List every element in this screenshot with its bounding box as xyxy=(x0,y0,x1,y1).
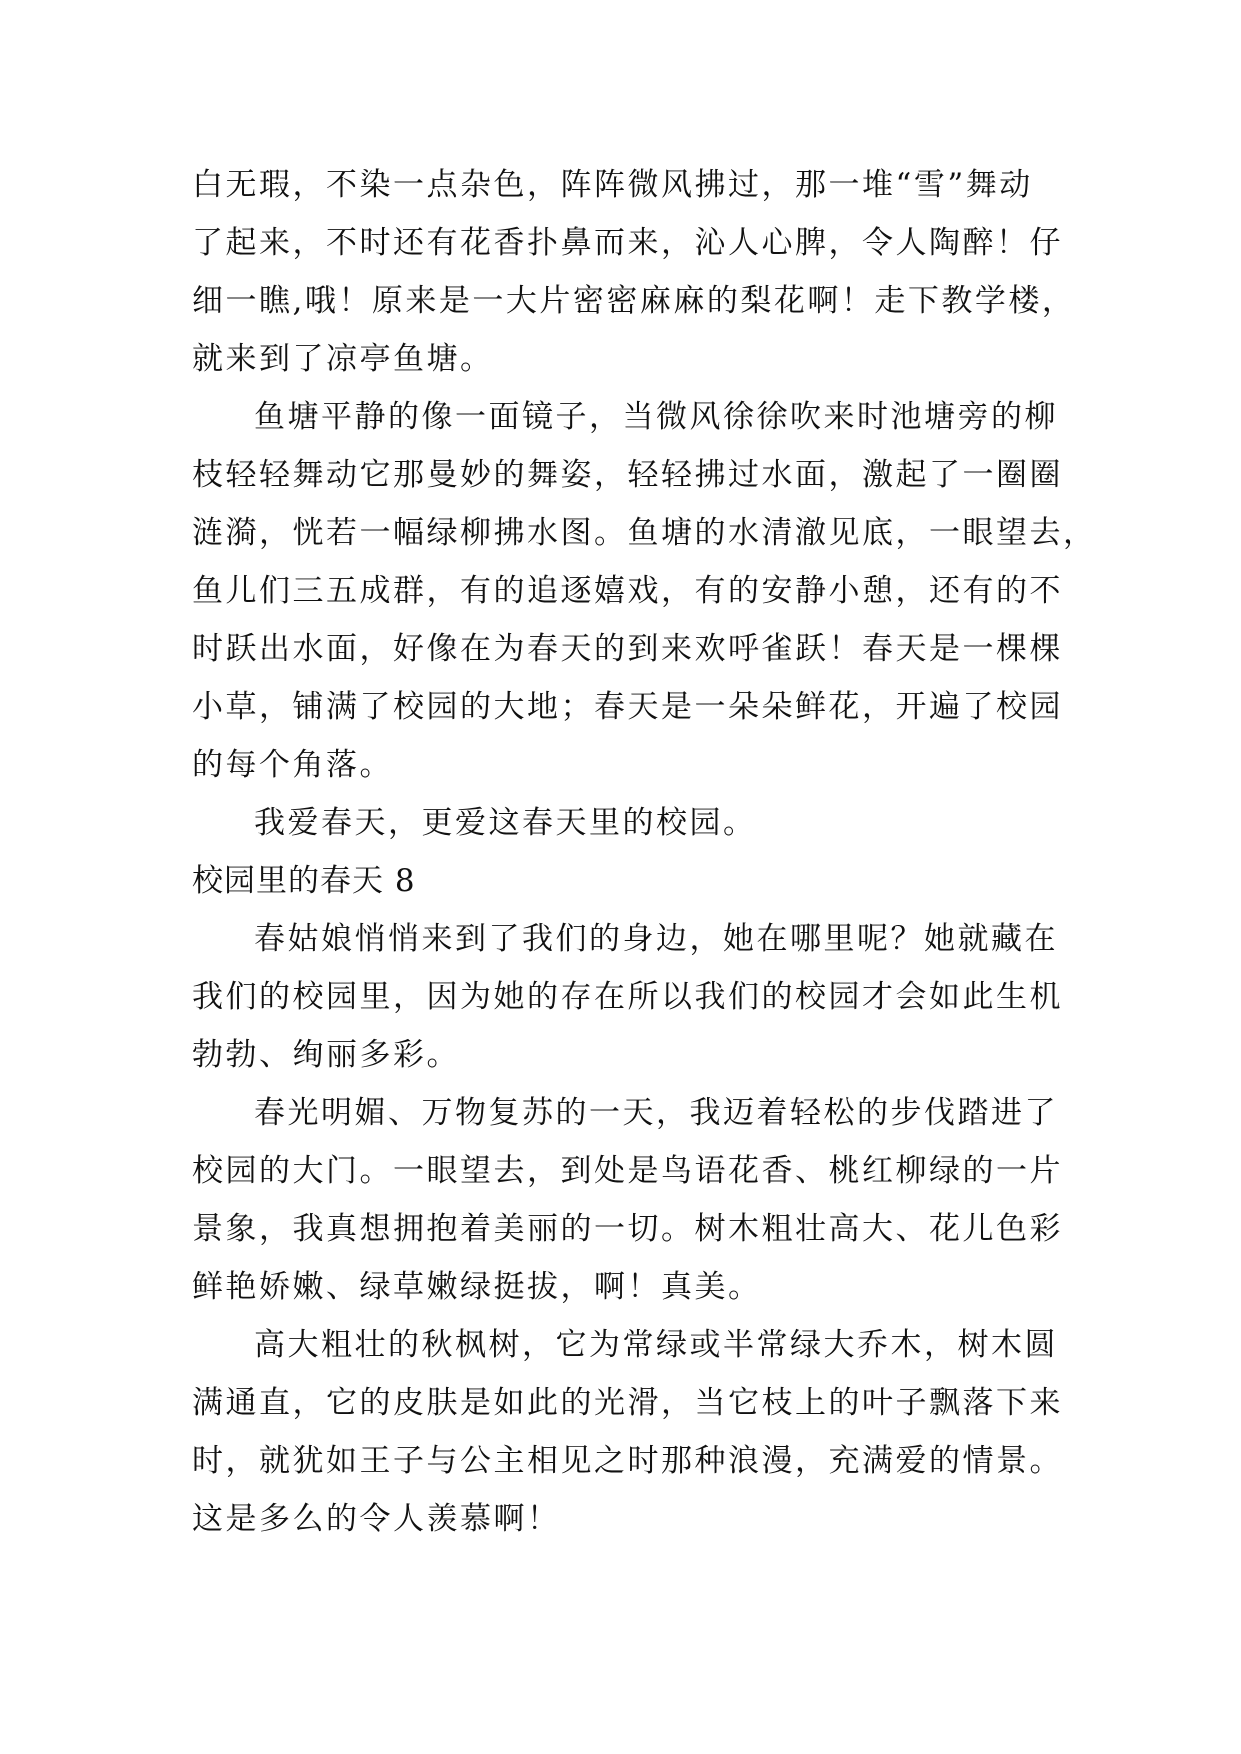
text-line: 满通直，它的皮肤是如此的光滑，当它枝上的叶子飘落下来 xyxy=(192,1385,1063,1421)
paragraph-first-line: 鱼塘平静的像一面镜子，当微风徐徐吹来时池塘旁的柳 xyxy=(254,399,1058,435)
text-line: 了起来，不时还有花香扑鼻而来，沁人心脾，令人陶醉！仔 xyxy=(192,225,1063,261)
text-line: 勃勃、绚丽多彩。 xyxy=(192,1037,460,1073)
text-line: 枝轻轻舞动它那曼妙的舞姿，轻轻拂过水面，激起了一圈圈 xyxy=(192,457,1063,493)
paragraph-first-line: 春光明媚、万物复苏的一天，我迈着轻松的步伐踏进了 xyxy=(254,1095,1058,1131)
text-line: 就来到了凉亭鱼塘。 xyxy=(192,341,494,377)
text-line: 这是多么的令人羡慕啊！ xyxy=(192,1501,561,1537)
text-line: 白无瑕，不染一点杂色，阵阵微风拂过，那一堆“雪”舞动 xyxy=(192,167,1033,203)
text-line: 时，就犹如王子与公主相见之时那种浪漫，充满爱的情景。 xyxy=(192,1443,1063,1479)
text-line: 小草，铺满了校园的大地；春天是一朵朵鲜花，开遍了校园 xyxy=(192,689,1063,725)
text-line: 鲜艳娇嫩、绿草嫩绿挺拔，啊！真美。 xyxy=(192,1269,762,1305)
paragraph-first-line: 我爱春天，更爱这春天里的校园。 xyxy=(254,805,757,841)
text-line: 细一瞧,哦！原来是一大片密密麻麻的梨花啊！走下教学楼， xyxy=(192,283,1076,319)
text-line: 我们的校园里，因为她的存在所以我们的校园才会如此生机 xyxy=(192,979,1063,1015)
text-line: 涟漪，恍若一幅绿柳拂水图。鱼塘的水清澈见底，一眼望去， xyxy=(192,515,1097,551)
text-line: 的每个角落。 xyxy=(192,747,393,783)
text-line: 鱼儿们三五成群，有的追逐嬉戏，有的安静小憩，还有的不 xyxy=(192,573,1063,609)
text-line: 校园的大门。一眼望去，到处是鸟语花香、桃红柳绿的一片 xyxy=(192,1153,1063,1189)
text-line: 景象，我真想拥抱着美丽的一切。树木粗壮高大、花儿色彩 xyxy=(192,1211,1063,1247)
section-heading: 校园里的春天 8 xyxy=(192,863,416,899)
paragraph-first-line: 高大粗壮的秋枫树，它为常绿或半常绿大乔木，树木圆 xyxy=(254,1327,1058,1363)
text-line: 时跃出水面，好像在为春天的到来欢呼雀跃！春天是一棵棵 xyxy=(192,631,1063,667)
paragraph-first-line: 春姑娘悄悄来到了我们的身边，她在哪里呢？她就藏在 xyxy=(254,921,1058,957)
